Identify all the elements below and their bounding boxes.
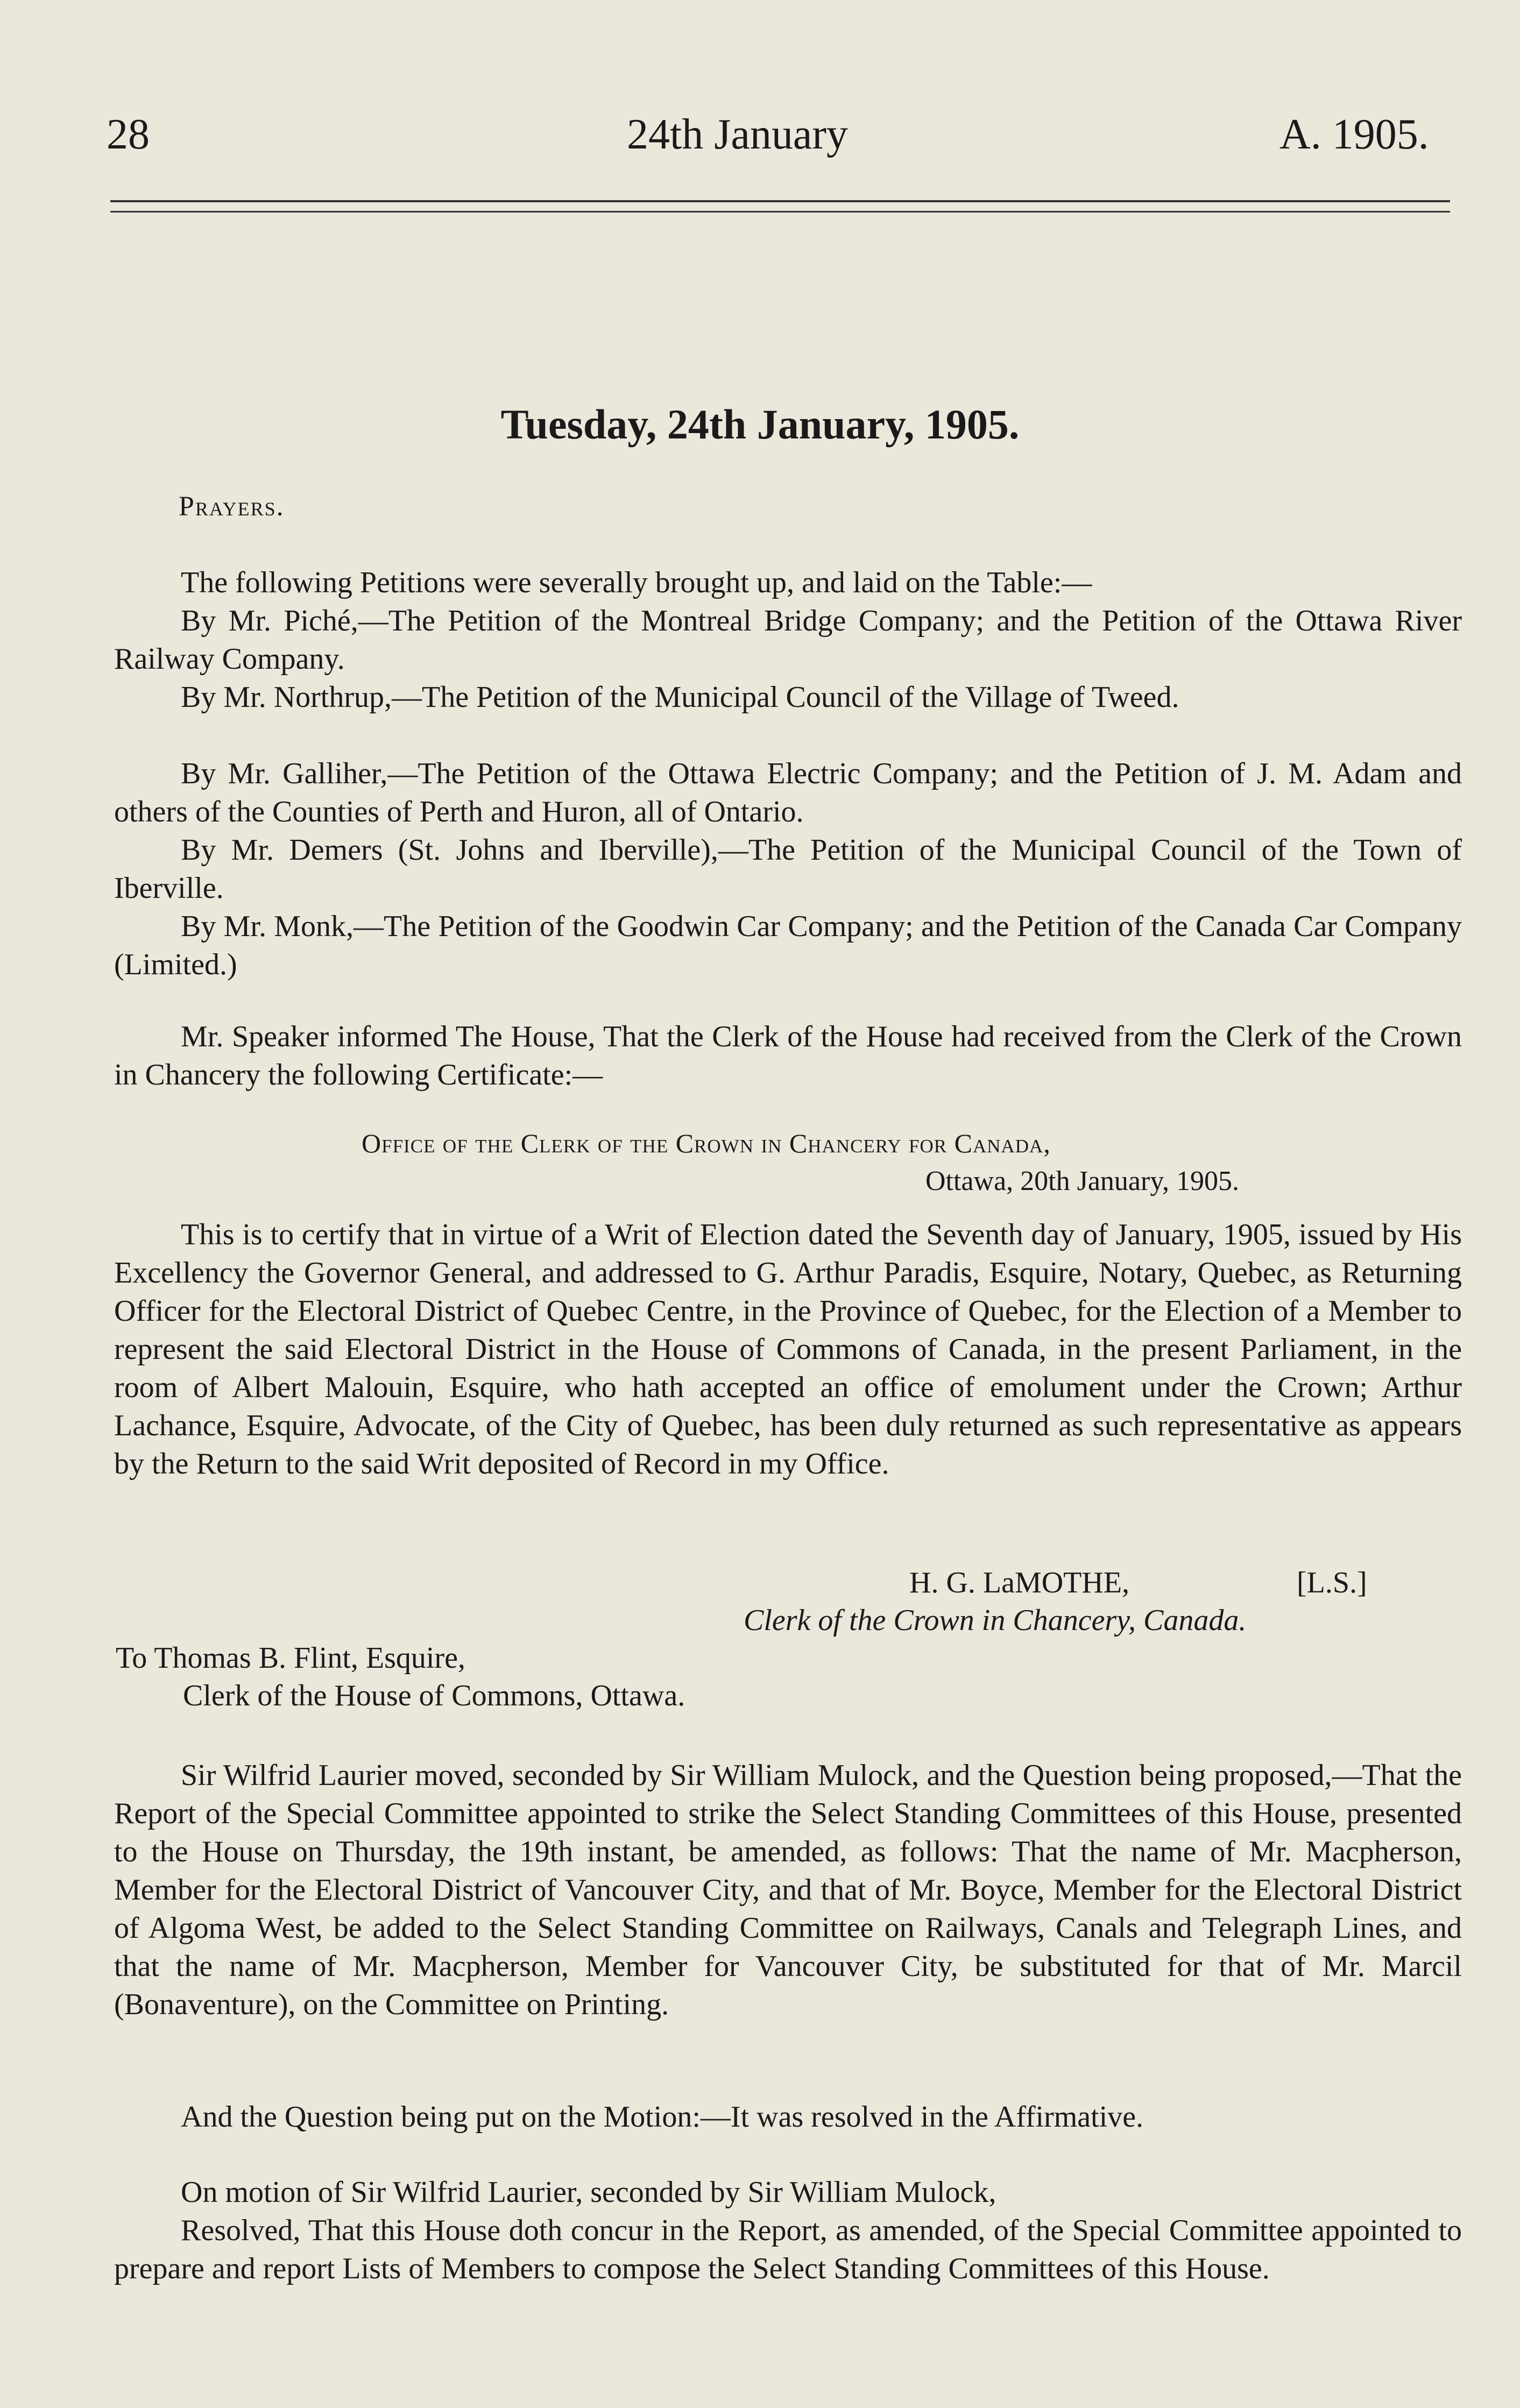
certificate-place-date: Ottawa, 20th January, 1905. bbox=[925, 1166, 1239, 1196]
prayers-heading: Prayers. bbox=[179, 491, 285, 522]
certificate-addressee-office: Clerk of the House of Commons, Ottawa. bbox=[183, 1679, 685, 1712]
petition-demers: By Mr. Demers (St. Johns and Iberville),—The Petition of the Municipal Council of the Town of Iberville. bbox=[114, 833, 1462, 905]
certificate-office-heading: Office of the Clerk of the Crown in Chancery for Canada, bbox=[362, 1128, 1051, 1158]
certificate-body: This is to certify that in virtue of a Writ of Election dated the Seventh day of January, 1905, issued by His Excellency the Governor General, and addressed to G. Arthur Paradis, Esquire, Notary, Quebec, as Returning Officer for the Electoral District of Quebec Centre, in the Province of Quebec, for the Election of a Member to represent the said Electoral District in the House of Commons of Canada, in the present Parliament, in the room of Albert Malouin, Esquire, who hath accepted an office of emolument under the Crown; Arthur Lachance, Esquire, Advocate, of the City of Quebec, has been duly returned as such representative as appears by the Return to the said Writ deposited of Record in my Office. bbox=[114, 1218, 1462, 1481]
petition-monk: By Mr. Monk,—The Petition of the Goodwin Car Company; and the Petition of the Canada Car Company (Limited.) bbox=[114, 910, 1462, 981]
page-number: 28 bbox=[107, 111, 150, 158]
motion-result: And the Question being put on the Motion:—It was resolved in the Affirmative. bbox=[181, 2100, 1144, 2134]
resolved-paragraph: Resolved, That this House doth concur in the Report, as amended, of the Special Committee appointed to prepare and report Lists of Members to compose the Select Standing Committees of this House. bbox=[114, 2214, 1462, 2285]
page-title: Tuesday, 24th January, 1905. bbox=[500, 401, 1020, 448]
speaker-paragraph: Mr. Speaker informed The House, That the Clerk of the House had received from the Clerk of the Crown in Chancery the following Certificate:— bbox=[114, 1020, 1462, 1092]
certificate-signature: H. G. LaMOTHE, bbox=[909, 1566, 1130, 1599]
header-rule-bottom bbox=[110, 211, 1450, 213]
final-motion-line: On motion of Sir Wilfrid Laurier, seconded by Sir William Mulock, bbox=[181, 2176, 996, 2209]
motion-paragraph: Sir Wilfrid Laurier moved, seconded by Sir William Mulock, and the Question being proposed,—That the Report of the Special Committee appointed to strike the Select Standing Committees of this House, presented to the House on Thursday, the 19th instant, be amended, as follows: That the name of Mr. Macpherson, Member for the Electoral District of Vancouver City, and that of Mr. Boyce, Member for the Electoral District of Algoma West, be added to the Select Standing Committee on Railways, Canals and Telegraph Lines, and that the name of Mr. Macpherson, Member for Vancouver City, be substituted for that of Mr. Marcil (Bonaventure), on the Committee on Printing. bbox=[114, 1759, 1462, 2021]
header-rule-top bbox=[110, 200, 1450, 202]
certificate-seal: [L.S.] bbox=[1297, 1566, 1367, 1599]
running-header-date: 24th January bbox=[627, 111, 849, 158]
certificate-addressee: To Thomas B. Flint, Esquire, bbox=[116, 1641, 465, 1675]
petition-galliher: By Mr. Galliher,—The Petition of the Ottawa Electric Company; and the Petition of J. M. Adam and others of the Counties of Perth and Huron, all of Ontario. bbox=[114, 757, 1462, 828]
running-header-year: A. 1905. bbox=[1279, 111, 1429, 158]
petition-northrup: By Mr. Northrup,—The Petition of the Municipal Council of the Village of Tweed. bbox=[181, 681, 1179, 714]
certificate-signature-title: Clerk of the Crown in Chancery, Canada. bbox=[744, 1604, 1247, 1637]
petition-piche: By Mr. Piché,—The Petition of the Montreal Bridge Company; and the Petition of the Ottawa River Railway Company. bbox=[114, 604, 1462, 676]
petitions-intro: The following Petitions were severally brought up, and laid on the Table:— bbox=[181, 566, 1092, 599]
